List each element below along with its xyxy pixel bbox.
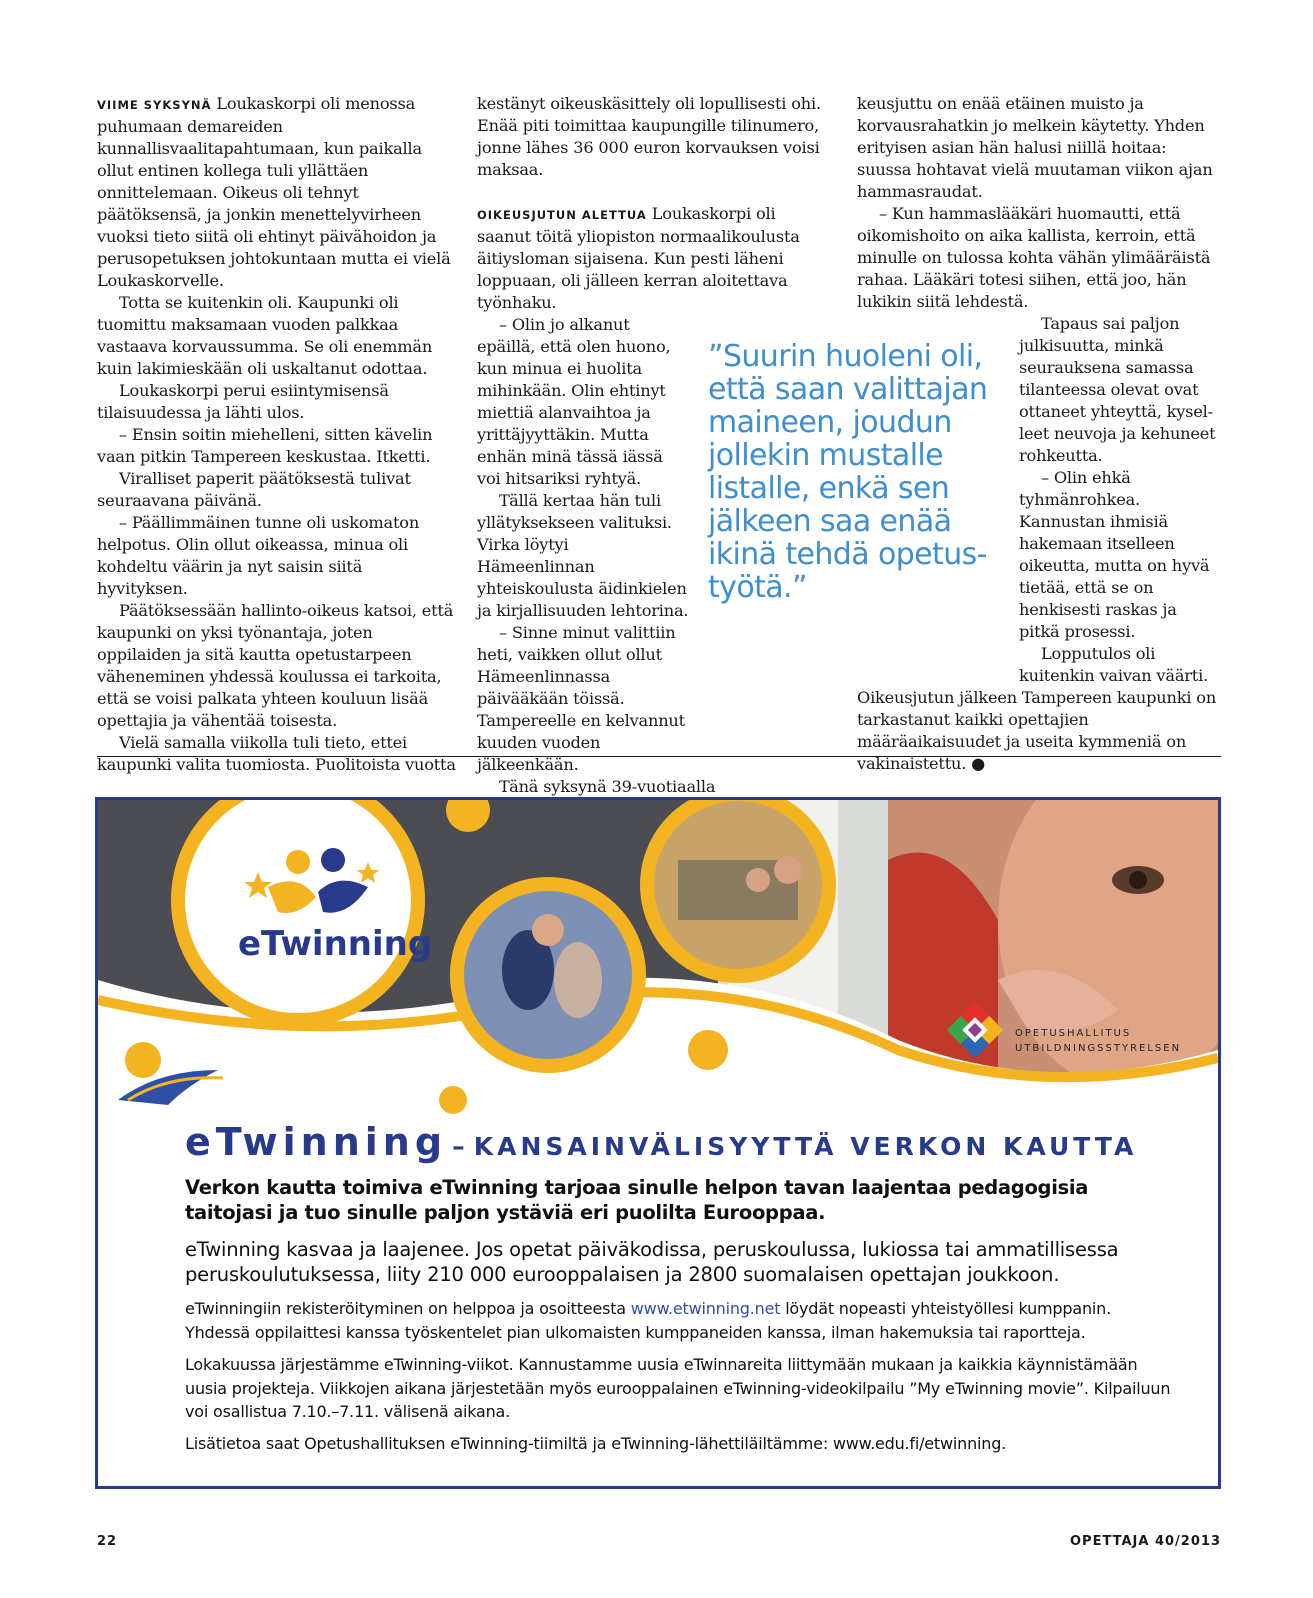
ad-headline-tagline: KANSAINVÄLISYYTTÄ VERKON KAUTTA [473,1132,1138,1161]
org-name [1015,1026,1181,1056]
lead-in: OIKEUSJUTUN ALETTUA [477,208,647,222]
pull-quote: ”Suurin huoleni oli, että saan valittajan maineen, joudun jollekin mustalle listalle, enkä sen jälkeen saa enää ikinä tehdä opetustyötä.” [708,339,988,605]
paragraph-text: Oikeusjutun jälkeen Tampereen kaupunki on tarkastanut kaikki opettajien määräaikaisuudet ja useita kymmeniä on vakinaistettu. [857,688,1217,773]
ad-paragraph-text: löydät nopeasti yhteistyöllesi kumppanin. Yhdessä oppilaittesi kanssa työskentelet pian ulkomaisten kumppaneiden kanssa, ilman hakemuksia tai raportteja. [185,1299,1111,1342]
etwinning-logo-text: eTwinning [238,924,433,964]
paragraph: Tapaus sai paljon julkisuutta, minkä seurauksena samassa tilanteessa olevat ovat ottaneet yhteyttä, kyselleet neuvoja ja kehuneet rohkeutta. [1019,314,1216,465]
ad-contact-paragraph: Lisätietoa saat Opetushallituksen eTwinning-tiimiltä ja eTwinning-lähettiläiltämme: www.edu.fi/etwinning. [185,1434,1007,1453]
paragraph: Tällä kertaa hän tuli yllätyksekseen valituksi. Virka löytyi Hämeenlinnan yhteiskoulusta äidinkielen ja kirjallisuuden lehtorina. [477,491,689,620]
ad-headline-dash: – [452,1132,469,1161]
paragraph [477,203,832,314]
org-name-sv: UTBILDNINGSSTYRELSEN [1015,1043,1182,1054]
etwinning-logo [238,842,433,964]
ad-paragraph [185,1297,1175,1344]
end-mark: ● [971,754,986,773]
paragraph: Viralliset paperit päätöksestä tulivat seuraavana päivänä. [97,469,411,510]
org-name-fi: OPETUSHALLITUS [1015,1028,1132,1039]
paragraph: – Olin ehkä tyhmänrohkea. Kannustan ihmisiä hakemaan itselleen oikeutta, mutta on hyvä tietää, että se on henkisesti raskas ja pitkä prosessi. [1019,468,1210,641]
ad-paragraph: Lokakuussa järjestämme eTwinning-viikot. Kannustamme uusia eTwinnareita liittymään mukaan ja kaikkia käynnistämään uusia projekteja. Viikkojen aikana järjestetään myös eurooppalainen eTwinning-videokilpailu ”My eTwinning movie”. Kilpailuun voi osallistua 7.10.–7.11. välisenä aikana. [185,1355,1171,1421]
paragraph: Lopputulos oli kuitenkin vaivan väärti. [1019,644,1209,685]
paragraph: kestänyt oikeuskäsittely oli lopullisesti ohi. Enää piti toimittaa kaupungille tilinumero, jonne lähes 36 000 euron korvauksen voisi maksaa. [477,94,821,179]
ad-paragraph: eTwinning kasvaa ja laajenee. Jos opetat päiväkodissa, peruskoulussa, lukiossa tai ammatillisessa peruskoulutuksessa, liity 210 000 eurooppalaisen ja 2800 suomalaisen opettajan joukkoon. [185,1238,1119,1286]
lead-in: VIIME SYKSYNÄ [97,98,212,112]
paragraph: Vielä samalla viikolla tuli tieto, ettei kaupunki valita tuomiosta. Puolitoista vuotta [97,733,456,774]
paragraph [97,93,457,292]
paragraph: – Sinne minut valittiin heti, vaikken ollut ollut Hämeenlinnassa päivääkään töissä. Tampereelle en kelvannut kuuden vuoden jälkeenkään. [477,623,685,774]
paragraph: – Kun hammaslääkäri huomautti, että oikomishoito on aika kallista, kerroin, että minulle on tulossa kohta vähän ylimääräistä rahaa. Lääkäri totesi siihen, että joo, hän lukikin siitä lehdestä. [857,204,1211,311]
etwinning-link[interactable]: www.etwinning.net [630,1299,781,1318]
article-column-3 [857,93,1217,775]
ad-headline [185,1120,1137,1164]
paragraph: keusjuttu on enää etäinen muisto ja korvausrahatkin jo melkein käytetty. Yhden erityisen asian hän halusi niillä hoitaa: suussa hohtavat vielä muutaman viikon ajan hammasraudat. [857,94,1213,201]
paragraph-text: Loukaskorpi oli menossa puhumaan demareiden kunnallisvaalitapahtumaan, kun paikalla ollut entinen kollega tuli yllättäen onnittelemaan. Oikeus oli tehnyt päätöksensä, ja jonkin menettelyvirheen vuoksi tieto siitä oli ehtinyt päivähoidon ja perusopetuksen johtokuntaan mutta ei vielä Loukaskorvelle. [97,94,451,290]
publication-name: OPETTAJA 40/2013 [1070,1534,1221,1549]
paragraph: Päätöksessään hallinto-oikeus katsoi, että kaupunki on yksi työnantaja, joten oppilaiden ja sitä kautta opetustarpeen väheneminen yhdessä koulussa ei tarkoita, että se voisi palkata yhteen kouluun lisää opettajia ja vähentää toisesta. [97,601,454,730]
etwinning-figures-icon [238,842,398,922]
paragraph: – Ensin soitin miehelleni, sitten kävelin vaan pitkin Tampereen keskustaa. Itketti. [97,425,433,466]
ad-headline-brand: eTwinning [185,1120,448,1164]
paragraph: Tänä syksynä 39-vuotiaalla [499,777,716,796]
paragraph [857,687,1217,775]
paragraph: Loukaskorpi perui esiintymisensä tilaisuudessa ja lähti ulos. [97,381,389,422]
paragraph: Totta se kuitenkin oli. Kaupunki oli tuomittu maksamaan vuoden palkkaa vastaava korvaussumma. Se oli enemmän kuin lakimieskään oli uskaltanut odottaa. [97,293,433,378]
article-column-1 [97,93,457,776]
ad-lead-paragraph: Verkon kautta toimiva eTwinning tarjoaa sinulle helpon tavan laajentaa pedagogisia taitojasi ja tuo sinulle paljon ystäviä eri puolilta Eurooppaa. [185,1176,1089,1224]
paragraph-text: Loukaskorpi oli saanut töitä yliopiston normaalikoulusta äitiysloman sijaisena. Kun pesti läheni loppuaan, oli jälleen kerran aloitettava työnhaku. [477,204,800,312]
paragraph: – Olin jo alkanut epäillä, että olen huono, kun minua ei huolita mihinkään. Olin ehtinyt miettiä alanvaihtoa ja yrittäjyyttäkin. Mutta enhän minä tässä iässä voi hitsariksi ryhtyä. [477,315,671,488]
ad-paragraph-text: eTwinningiin rekisteröityminen on helppoa ja osoitteesta [185,1299,626,1318]
section-divider [97,756,1221,757]
etwinning-advertisement [95,797,1221,1489]
paragraph: – Päällimmäinen tunne oli uskomaton helpotus. Olin ollut oikeassa, minua oli kohdeltu väärin ja nyt saisin siitä hyvityksen. [97,513,420,598]
ad-banner [98,800,1218,1116]
page-number: 22 [97,1534,118,1549]
